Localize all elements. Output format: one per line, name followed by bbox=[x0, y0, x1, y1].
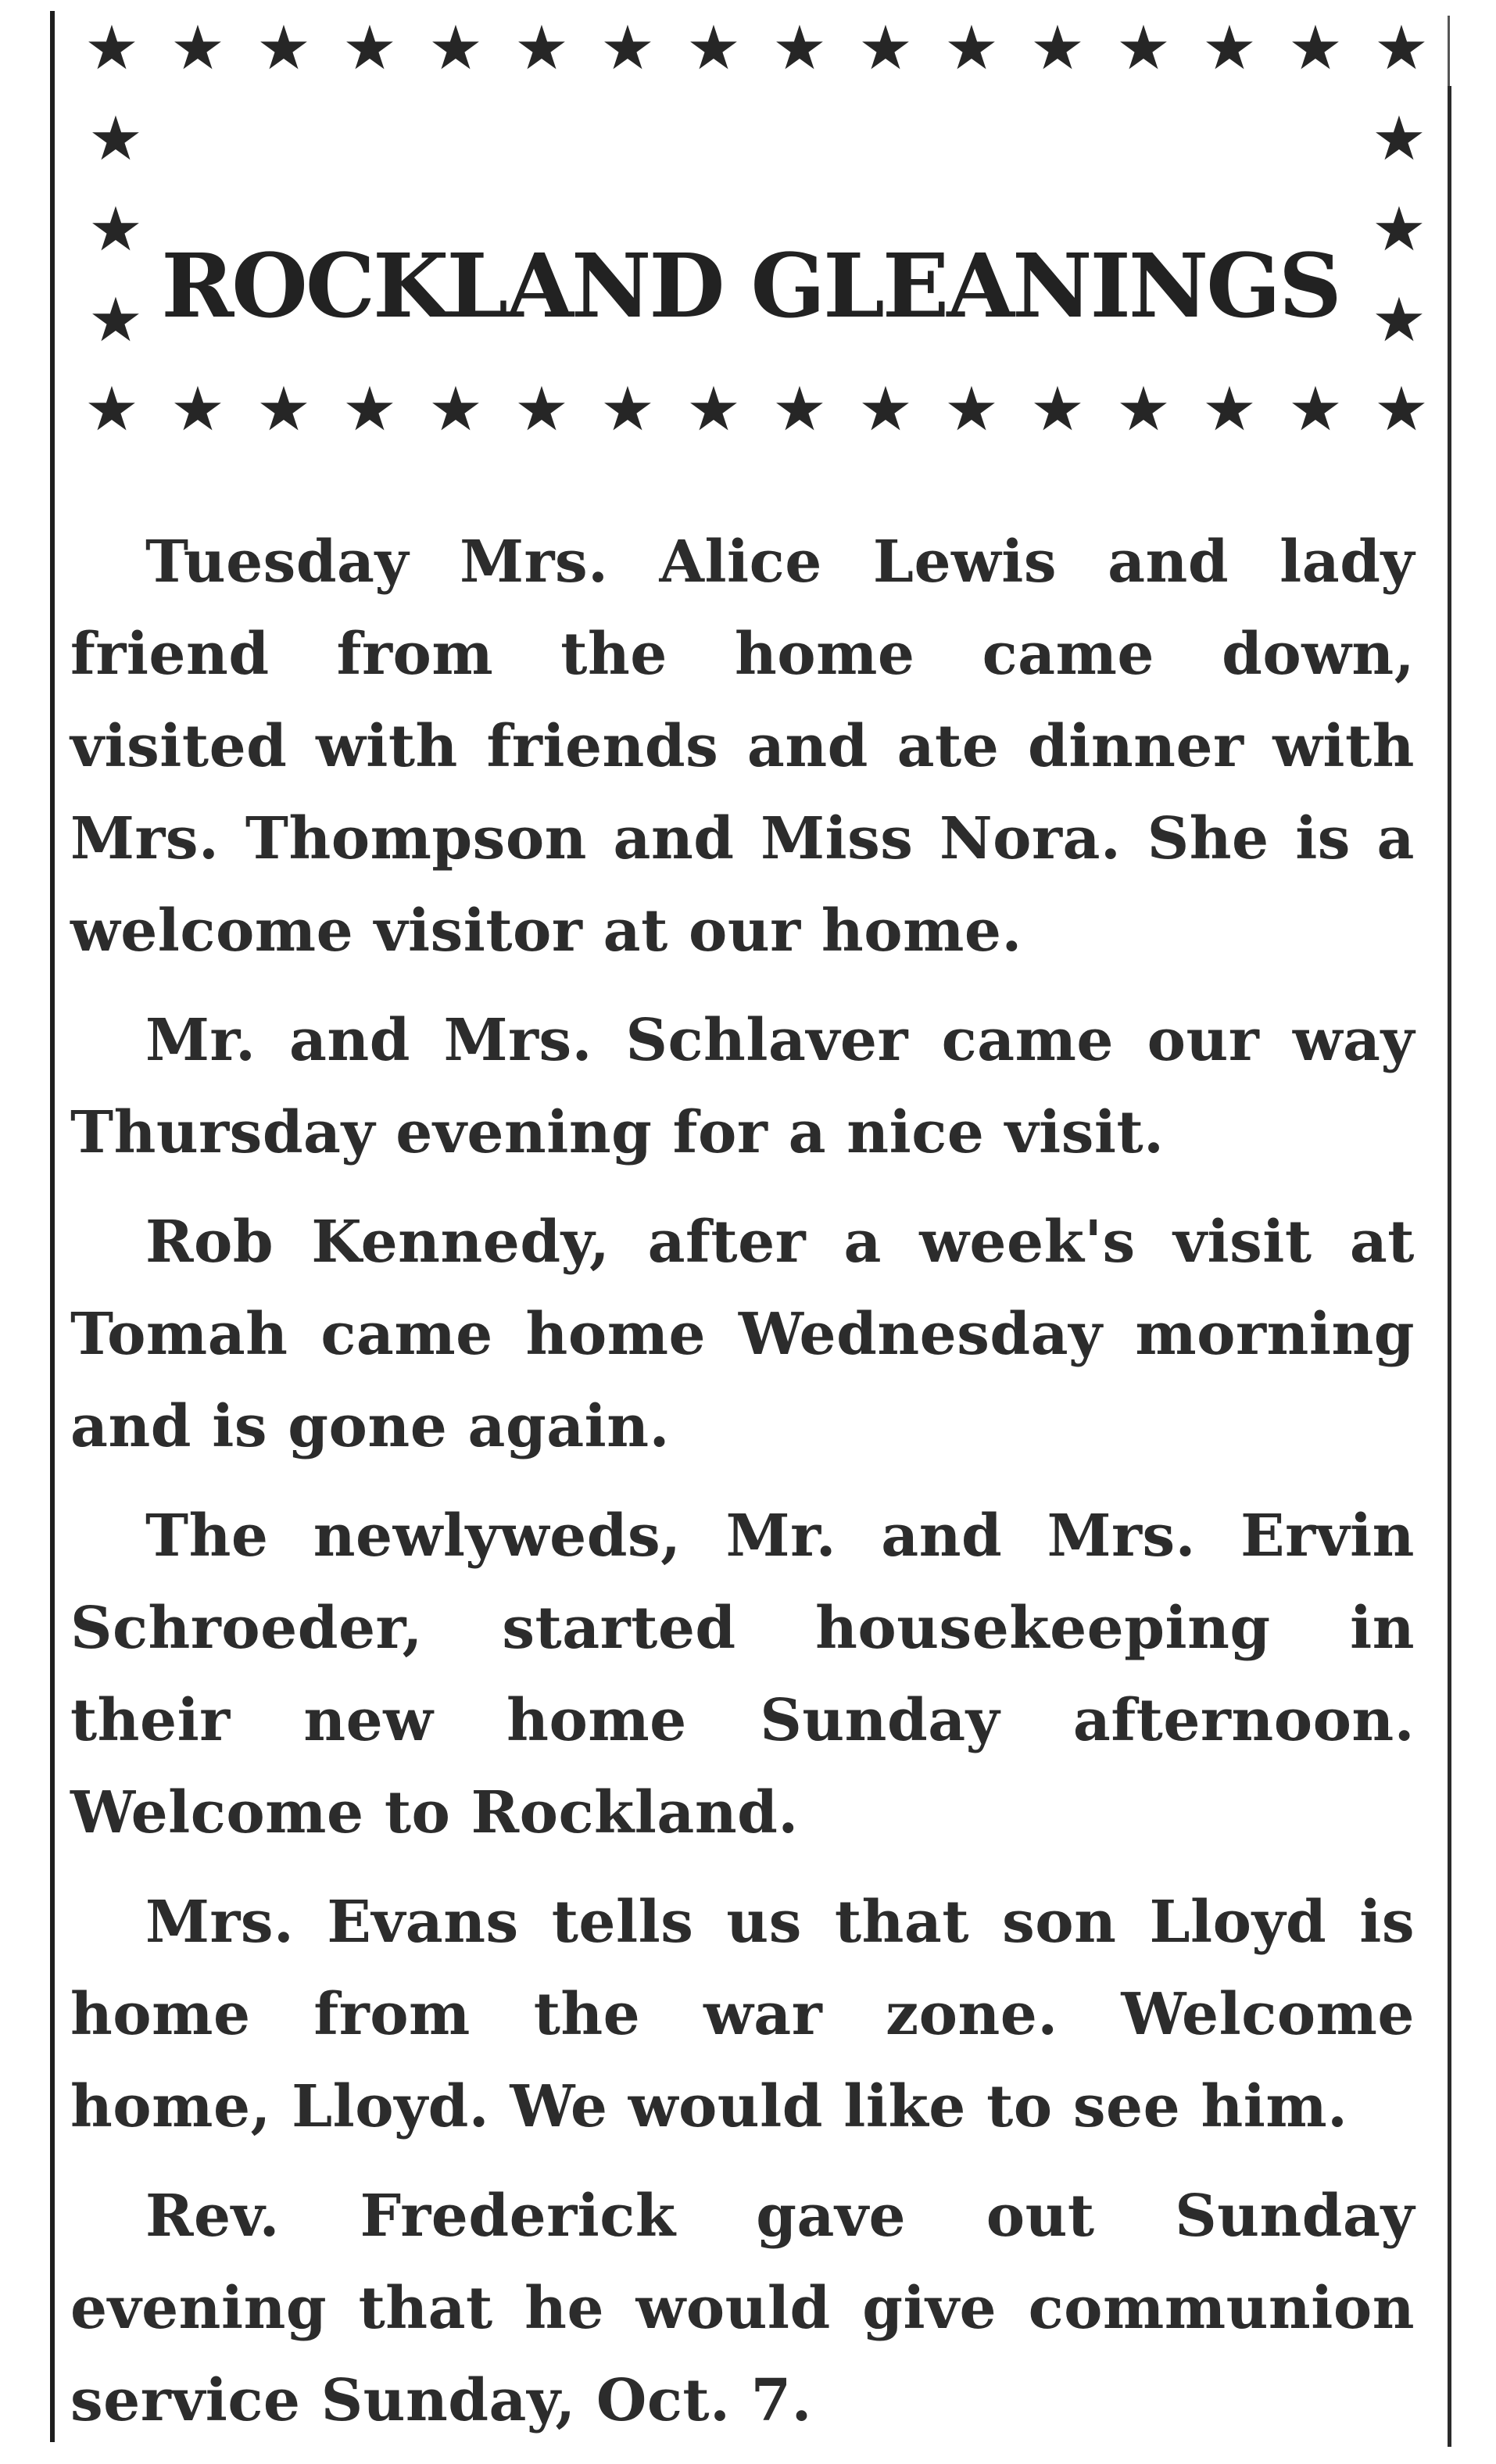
column-rule-right-top bbox=[1448, 16, 1450, 86]
star-icon: ★ bbox=[1202, 13, 1257, 84]
star-icon: ★ bbox=[1288, 13, 1343, 84]
star-icon: ★ bbox=[858, 13, 913, 84]
star-icon: ★ bbox=[1374, 13, 1429, 84]
star-icon: ★ bbox=[1288, 374, 1343, 445]
star-icon: ★ bbox=[858, 374, 913, 445]
star-border-left bbox=[84, 104, 147, 380]
paragraph-schlaver-visit: Mr. and Mrs. Schlaver came our way Thursday evening for a nice visit. bbox=[70, 1007, 1415, 1166]
star-icon: ★ bbox=[88, 285, 143, 356]
star-icon: ★ bbox=[1116, 13, 1171, 84]
star-border-bottom bbox=[84, 374, 1429, 445]
star-icon: ★ bbox=[944, 374, 999, 445]
star-icon: ★ bbox=[342, 374, 397, 445]
star-icon: ★ bbox=[1202, 374, 1257, 445]
star-icon: ★ bbox=[1030, 13, 1085, 84]
paragraph-lloyd-home: Mrs. Evans tells us that son Lloyd is home from the war zone. Welcome home, Lloyd. We would like to see him. bbox=[70, 1889, 1415, 2140]
column-rule-left bbox=[50, 11, 55, 2442]
star-icon: ★ bbox=[88, 104, 143, 174]
column-rule-right bbox=[1448, 86, 1451, 2447]
star-icon: ★ bbox=[1116, 374, 1171, 445]
star-icon: ★ bbox=[256, 13, 311, 84]
paragraph-schroeder-newlyweds: The newlyweds, Mr. and Mrs. Ervin Schroeder, started housekeeping in their new home Sunday afternoon. Welcome to Rockland. bbox=[70, 1502, 1415, 1846]
star-icon: ★ bbox=[1372, 104, 1426, 174]
star-icon: ★ bbox=[428, 374, 483, 445]
star-icon: ★ bbox=[170, 374, 225, 445]
star-border-top bbox=[84, 13, 1429, 84]
star-icon: ★ bbox=[514, 13, 569, 84]
paragraph-communion-notice: Rev. Frederick gave out Sunday evening that he would give communion service Sunday, Oct. 7. bbox=[70, 2183, 1415, 2434]
star-icon: ★ bbox=[428, 13, 483, 84]
star-icon: ★ bbox=[686, 374, 741, 445]
star-icon: ★ bbox=[1372, 195, 1426, 265]
star-icon: ★ bbox=[772, 13, 827, 84]
paragraph-kennedy-return: Rob Kennedy, after a week's visit at Tomah came home Wednesday morning and is gone again. bbox=[70, 1209, 1415, 1460]
star-icon: ★ bbox=[88, 195, 143, 265]
star-border-right bbox=[1368, 104, 1430, 380]
star-icon: ★ bbox=[342, 13, 397, 84]
star-icon: ★ bbox=[600, 13, 655, 84]
headline: ROCKLAND GLEANINGS bbox=[161, 235, 1340, 338]
article-body bbox=[70, 516, 1415, 2464]
star-icon: ★ bbox=[1374, 374, 1429, 445]
star-icon: ★ bbox=[1372, 285, 1426, 356]
star-icon: ★ bbox=[514, 374, 569, 445]
star-icon: ★ bbox=[256, 374, 311, 445]
paragraph-lewis-visit: Tuesday Mrs. Alice Lewis and lady friend from the home came down, visited with friends and ate dinner with Mrs. Thompson and Miss Nora. She is a welcome visitor at our home. bbox=[70, 528, 1415, 965]
star-icon: ★ bbox=[170, 13, 225, 84]
star-icon: ★ bbox=[84, 374, 139, 445]
star-icon: ★ bbox=[772, 374, 827, 445]
star-icon: ★ bbox=[944, 13, 999, 84]
star-icon: ★ bbox=[686, 13, 741, 84]
star-icon: ★ bbox=[1030, 374, 1085, 445]
star-icon: ★ bbox=[600, 374, 655, 445]
star-icon: ★ bbox=[84, 13, 139, 84]
